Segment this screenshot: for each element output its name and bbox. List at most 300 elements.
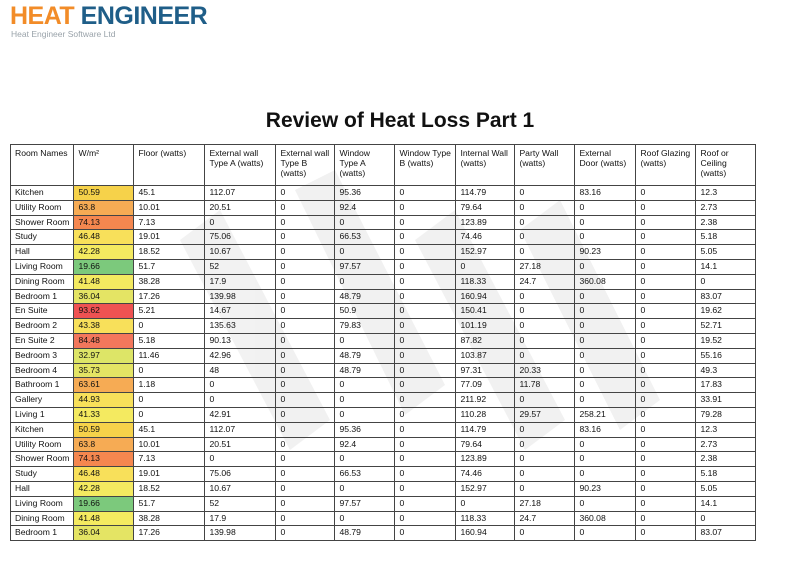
value-cell: 7.13: [134, 452, 205, 467]
value-cell: 0: [276, 437, 335, 452]
logo-engineer-text: ENGINEER: [80, 2, 208, 30]
value-cell: 112.07: [205, 422, 276, 437]
table-row: [11, 259, 756, 274]
room-name-cell: Bedroom 1: [11, 526, 74, 541]
table-row: [11, 289, 756, 304]
wm2-cell: 74.13: [74, 452, 134, 467]
value-cell: 27.18: [515, 259, 575, 274]
value-cell: 0: [276, 348, 335, 363]
wm2-cell: 74.13: [74, 215, 134, 230]
table-body: [11, 186, 756, 541]
value-cell: 45.1: [134, 186, 205, 201]
value-cell: 258.21: [575, 407, 636, 422]
value-cell: 0: [395, 467, 456, 482]
room-name-cell: Living Room: [11, 259, 74, 274]
table-row: [11, 245, 756, 260]
table-row: [11, 319, 756, 334]
value-cell: 33.91: [696, 393, 756, 408]
value-cell: 0: [636, 378, 696, 393]
value-cell: 83.16: [575, 422, 636, 437]
value-cell: 0: [276, 378, 335, 393]
room-name-cell: Utility Room: [11, 437, 74, 452]
table-row: [11, 407, 756, 422]
value-cell: 0: [515, 526, 575, 541]
value-cell: 0: [395, 274, 456, 289]
value-cell: 0: [276, 274, 335, 289]
column-header: Room Names: [11, 145, 74, 186]
value-cell: 66.53: [335, 230, 395, 245]
value-cell: 0: [134, 393, 205, 408]
value-cell: 0: [636, 452, 696, 467]
value-cell: 0: [395, 304, 456, 319]
room-name-cell: Shower Room: [11, 452, 74, 467]
table-row: [11, 200, 756, 215]
value-cell: 0: [276, 289, 335, 304]
value-cell: 79.83: [335, 319, 395, 334]
value-cell: 79.28: [696, 407, 756, 422]
wm2-cell: 32.97: [74, 348, 134, 363]
wm2-cell: 42.28: [74, 481, 134, 496]
value-cell: 360.08: [575, 511, 636, 526]
logo-heat-text: HEAT: [10, 2, 75, 30]
value-cell: 0: [395, 496, 456, 511]
wm2-cell: 41.48: [74, 511, 134, 526]
value-cell: 42.96: [205, 348, 276, 363]
value-cell: 0: [696, 511, 756, 526]
table-row: [11, 230, 756, 245]
value-cell: 24.7: [515, 274, 575, 289]
value-cell: 92.4: [335, 200, 395, 215]
value-cell: 0: [515, 245, 575, 260]
value-cell: 0: [515, 333, 575, 348]
room-name-cell: Kitchen: [11, 186, 74, 201]
value-cell: 0: [276, 422, 335, 437]
value-cell: 0: [515, 481, 575, 496]
value-cell: 45.1: [134, 422, 205, 437]
value-cell: 0: [515, 186, 575, 201]
value-cell: 18.52: [134, 245, 205, 260]
value-cell: 103.87: [456, 348, 515, 363]
value-cell: 7.13: [134, 215, 205, 230]
value-cell: 0: [636, 467, 696, 482]
value-cell: 0: [515, 289, 575, 304]
value-cell: 0: [395, 393, 456, 408]
value-cell: 0: [276, 511, 335, 526]
wm2-cell: 36.04: [74, 526, 134, 541]
value-cell: 0: [276, 186, 335, 201]
value-cell: 19.01: [134, 230, 205, 245]
value-cell: 0: [636, 348, 696, 363]
value-cell: 0: [395, 363, 456, 378]
column-header: Roof or Ceiling (watts): [696, 145, 756, 186]
table-row: [11, 304, 756, 319]
value-cell: 0: [515, 348, 575, 363]
value-cell: 101.19: [456, 319, 515, 334]
room-name-cell: Utility Room: [11, 200, 74, 215]
value-cell: 0: [575, 378, 636, 393]
table-row: [11, 481, 756, 496]
table-row: [11, 378, 756, 393]
value-cell: 5.18: [134, 333, 205, 348]
value-cell: 79.64: [456, 437, 515, 452]
column-header: External Door (watts): [575, 145, 636, 186]
value-cell: 0: [205, 378, 276, 393]
value-cell: 0: [335, 393, 395, 408]
value-cell: 83.16: [575, 186, 636, 201]
value-cell: 27.18: [515, 496, 575, 511]
column-header: External wall Type B (watts): [276, 145, 335, 186]
value-cell: 0: [636, 230, 696, 245]
value-cell: 0: [515, 452, 575, 467]
value-cell: 0: [636, 363, 696, 378]
wm2-cell: 46.48: [74, 230, 134, 245]
value-cell: 0: [276, 481, 335, 496]
room-name-cell: Bedroom 4: [11, 363, 74, 378]
value-cell: 10.67: [205, 481, 276, 496]
value-cell: 97.31: [456, 363, 515, 378]
value-cell: 0: [636, 289, 696, 304]
value-cell: 0: [395, 526, 456, 541]
value-cell: 0: [276, 363, 335, 378]
value-cell: 18.52: [134, 481, 205, 496]
value-cell: 0: [515, 304, 575, 319]
table-row: [11, 422, 756, 437]
value-cell: 79.64: [456, 200, 515, 215]
value-cell: 0: [395, 289, 456, 304]
value-cell: 0: [395, 407, 456, 422]
value-cell: 0: [395, 437, 456, 452]
table-row: [11, 333, 756, 348]
value-cell: 0: [515, 230, 575, 245]
value-cell: 0: [276, 200, 335, 215]
value-cell: 77.09: [456, 378, 515, 393]
room-name-cell: Shower Room: [11, 215, 74, 230]
value-cell: 74.46: [456, 467, 515, 482]
value-cell: 0: [636, 259, 696, 274]
value-cell: 0: [276, 467, 335, 482]
value-cell: 95.36: [335, 422, 395, 437]
value-cell: 0: [575, 452, 636, 467]
value-cell: 150.41: [456, 304, 515, 319]
value-cell: 20.51: [205, 200, 276, 215]
value-cell: 0: [575, 496, 636, 511]
wm2-cell: 63.8: [74, 437, 134, 452]
value-cell: 0: [575, 200, 636, 215]
value-cell: 51.7: [134, 496, 205, 511]
room-name-cell: Study: [11, 230, 74, 245]
value-cell: 66.53: [335, 467, 395, 482]
value-cell: 0: [515, 437, 575, 452]
value-cell: 0: [636, 274, 696, 289]
table-row: [11, 274, 756, 289]
value-cell: 87.82: [456, 333, 515, 348]
value-cell: 17.83: [696, 378, 756, 393]
value-cell: 48.79: [335, 348, 395, 363]
column-header: Window Type B (watts): [395, 145, 456, 186]
value-cell: 0: [636, 407, 696, 422]
table-row: [11, 363, 756, 378]
value-cell: 0: [134, 319, 205, 334]
value-cell: 0: [335, 481, 395, 496]
value-cell: 10.67: [205, 245, 276, 260]
value-cell: 0: [335, 452, 395, 467]
value-cell: 0: [636, 481, 696, 496]
value-cell: 0: [515, 467, 575, 482]
value-cell: 0: [395, 422, 456, 437]
value-cell: 92.4: [335, 437, 395, 452]
page-title: Review of Heat Loss Part 1: [265, 109, 535, 132]
value-cell: 0: [696, 274, 756, 289]
value-cell: 139.98: [205, 289, 276, 304]
value-cell: 160.94: [456, 526, 515, 541]
value-cell: 5.05: [696, 481, 756, 496]
wm2-cell: 35.73: [74, 363, 134, 378]
room-name-cell: Hall: [11, 481, 74, 496]
room-name-cell: Study: [11, 467, 74, 482]
value-cell: 5.18: [696, 467, 756, 482]
value-cell: 0: [636, 245, 696, 260]
value-cell: 0: [335, 333, 395, 348]
value-cell: 29.57: [515, 407, 575, 422]
value-cell: 0: [575, 363, 636, 378]
value-cell: 90.23: [575, 245, 636, 260]
value-cell: 0: [515, 422, 575, 437]
value-cell: 90.13: [205, 333, 276, 348]
value-cell: 0: [575, 259, 636, 274]
value-cell: 139.98: [205, 526, 276, 541]
wm2-cell: 93.62: [74, 304, 134, 319]
value-cell: 48.79: [335, 526, 395, 541]
value-cell: 0: [575, 215, 636, 230]
value-cell: 0: [575, 319, 636, 334]
room-name-cell: Bedroom 1: [11, 289, 74, 304]
column-header: Floor (watts): [134, 145, 205, 186]
value-cell: 17.26: [134, 526, 205, 541]
value-cell: 0: [395, 200, 456, 215]
value-cell: 52.71: [696, 319, 756, 334]
value-cell: 0: [205, 215, 276, 230]
room-name-cell: Kitchen: [11, 422, 74, 437]
value-cell: 0: [575, 348, 636, 363]
wm2-cell: 41.48: [74, 274, 134, 289]
value-cell: 97.57: [335, 496, 395, 511]
room-name-cell: Dining Room: [11, 274, 74, 289]
value-cell: 0: [636, 422, 696, 437]
value-cell: 10.01: [134, 437, 205, 452]
logo-subtitle: Heat Engineer Software Ltd: [11, 29, 116, 39]
value-cell: 0: [575, 289, 636, 304]
value-cell: 114.79: [456, 186, 515, 201]
value-cell: 0: [276, 526, 335, 541]
value-cell: 0: [636, 526, 696, 541]
value-cell: 5.18: [696, 230, 756, 245]
value-cell: 75.06: [205, 230, 276, 245]
value-cell: 0: [335, 407, 395, 422]
value-cell: 114.79: [456, 422, 515, 437]
value-cell: 0: [335, 511, 395, 526]
wm2-cell: 46.48: [74, 467, 134, 482]
table-header: [11, 145, 756, 186]
value-cell: 2.38: [696, 215, 756, 230]
value-cell: 0: [205, 393, 276, 408]
value-cell: 52: [205, 496, 276, 511]
wm2-cell: 63.61: [74, 378, 134, 393]
table-row: [11, 215, 756, 230]
column-header: Party Wall (watts): [515, 145, 575, 186]
value-cell: 152.97: [456, 481, 515, 496]
value-cell: 14.67: [205, 304, 276, 319]
value-cell: 0: [276, 230, 335, 245]
value-cell: 0: [636, 215, 696, 230]
table-row: [11, 186, 756, 201]
logo-wordmark: [10, 3, 207, 29]
value-cell: 0: [515, 200, 575, 215]
value-cell: 48.79: [335, 363, 395, 378]
room-name-cell: Living 1: [11, 407, 74, 422]
value-cell: 0: [395, 319, 456, 334]
value-cell: 0: [575, 304, 636, 319]
heat-loss-table: [10, 144, 756, 541]
value-cell: 0: [395, 511, 456, 526]
room-name-cell: Living Room: [11, 496, 74, 511]
table-row: [11, 496, 756, 511]
value-cell: 0: [134, 407, 205, 422]
table-row: [11, 393, 756, 408]
column-header: W/m²: [74, 145, 134, 186]
value-cell: 160.94: [456, 289, 515, 304]
value-cell: 0: [276, 215, 335, 230]
value-cell: 38.28: [134, 274, 205, 289]
table-row: [11, 348, 756, 363]
room-name-cell: Dining Room: [11, 511, 74, 526]
value-cell: 0: [636, 333, 696, 348]
room-name-cell: Bathroom 1: [11, 378, 74, 393]
value-cell: 0: [205, 452, 276, 467]
table-row: [11, 511, 756, 526]
value-cell: 0: [395, 259, 456, 274]
value-cell: 0: [276, 496, 335, 511]
value-cell: 0: [134, 363, 205, 378]
table-row: [11, 452, 756, 467]
value-cell: 51.7: [134, 259, 205, 274]
column-header: Window Type A (watts): [335, 145, 395, 186]
wm2-cell: 50.59: [74, 186, 134, 201]
wm2-cell: 41.33: [74, 407, 134, 422]
room-name-cell: Bedroom 3: [11, 348, 74, 363]
value-cell: 10.01: [134, 200, 205, 215]
value-cell: 0: [276, 393, 335, 408]
value-cell: 0: [636, 437, 696, 452]
value-cell: 74.46: [456, 230, 515, 245]
value-cell: 0: [395, 452, 456, 467]
room-name-cell: En Suite 2: [11, 333, 74, 348]
value-cell: 19.62: [696, 304, 756, 319]
value-cell: 152.97: [456, 245, 515, 260]
room-name-cell: Hall: [11, 245, 74, 260]
value-cell: 0: [335, 274, 395, 289]
table-header-row: [11, 145, 756, 186]
value-cell: 42.91: [205, 407, 276, 422]
value-cell: 0: [456, 259, 515, 274]
value-cell: 83.07: [696, 526, 756, 541]
value-cell: 0: [276, 245, 335, 260]
value-cell: 0: [395, 333, 456, 348]
value-cell: 110.28: [456, 407, 515, 422]
value-cell: 20.33: [515, 363, 575, 378]
value-cell: 95.36: [335, 186, 395, 201]
value-cell: 17.9: [205, 274, 276, 289]
value-cell: 17.26: [134, 289, 205, 304]
wm2-cell: 42.28: [74, 245, 134, 260]
value-cell: 0: [395, 215, 456, 230]
value-cell: 0: [636, 319, 696, 334]
value-cell: 0: [395, 348, 456, 363]
value-cell: 12.3: [696, 186, 756, 201]
value-cell: 0: [636, 496, 696, 511]
value-cell: 0: [395, 245, 456, 260]
value-cell: 0: [636, 200, 696, 215]
value-cell: 0: [395, 481, 456, 496]
table-row: [11, 467, 756, 482]
value-cell: 0: [276, 452, 335, 467]
value-cell: 0: [515, 215, 575, 230]
wm2-cell: 50.59: [74, 422, 134, 437]
value-cell: 17.9: [205, 511, 276, 526]
value-cell: 90.23: [575, 481, 636, 496]
wm2-cell: 43.38: [74, 319, 134, 334]
value-cell: 0: [575, 230, 636, 245]
value-cell: 2.38: [696, 452, 756, 467]
value-cell: 24.7: [515, 511, 575, 526]
value-cell: 48.79: [335, 289, 395, 304]
value-cell: 0: [335, 378, 395, 393]
value-cell: 0: [395, 186, 456, 201]
value-cell: 0: [335, 245, 395, 260]
value-cell: 0: [276, 259, 335, 274]
value-cell: 19.52: [696, 333, 756, 348]
wm2-cell: 44.93: [74, 393, 134, 408]
room-name-cell: Gallery: [11, 393, 74, 408]
room-name-cell: Bedroom 2: [11, 319, 74, 334]
value-cell: 20.51: [205, 437, 276, 452]
value-cell: 2.73: [696, 200, 756, 215]
value-cell: 0: [276, 304, 335, 319]
value-cell: 0: [636, 186, 696, 201]
value-cell: 83.07: [696, 289, 756, 304]
value-cell: 118.33: [456, 511, 515, 526]
value-cell: 2.73: [696, 437, 756, 452]
value-cell: 0: [515, 319, 575, 334]
value-cell: 0: [636, 304, 696, 319]
value-cell: 75.06: [205, 467, 276, 482]
column-header: Roof Glazing (watts): [636, 145, 696, 186]
value-cell: 14.1: [696, 259, 756, 274]
value-cell: 1.18: [134, 378, 205, 393]
value-cell: 0: [575, 333, 636, 348]
wm2-cell: 63.8: [74, 200, 134, 215]
value-cell: 11.46: [134, 348, 205, 363]
value-cell: 19.01: [134, 467, 205, 482]
value-cell: 5.05: [696, 245, 756, 260]
wm2-cell: 36.04: [74, 289, 134, 304]
value-cell: 123.89: [456, 215, 515, 230]
value-cell: 118.33: [456, 274, 515, 289]
value-cell: 360.08: [575, 274, 636, 289]
table-row: [11, 526, 756, 541]
value-cell: 0: [395, 230, 456, 245]
value-cell: 55.16: [696, 348, 756, 363]
value-cell: 48: [205, 363, 276, 378]
